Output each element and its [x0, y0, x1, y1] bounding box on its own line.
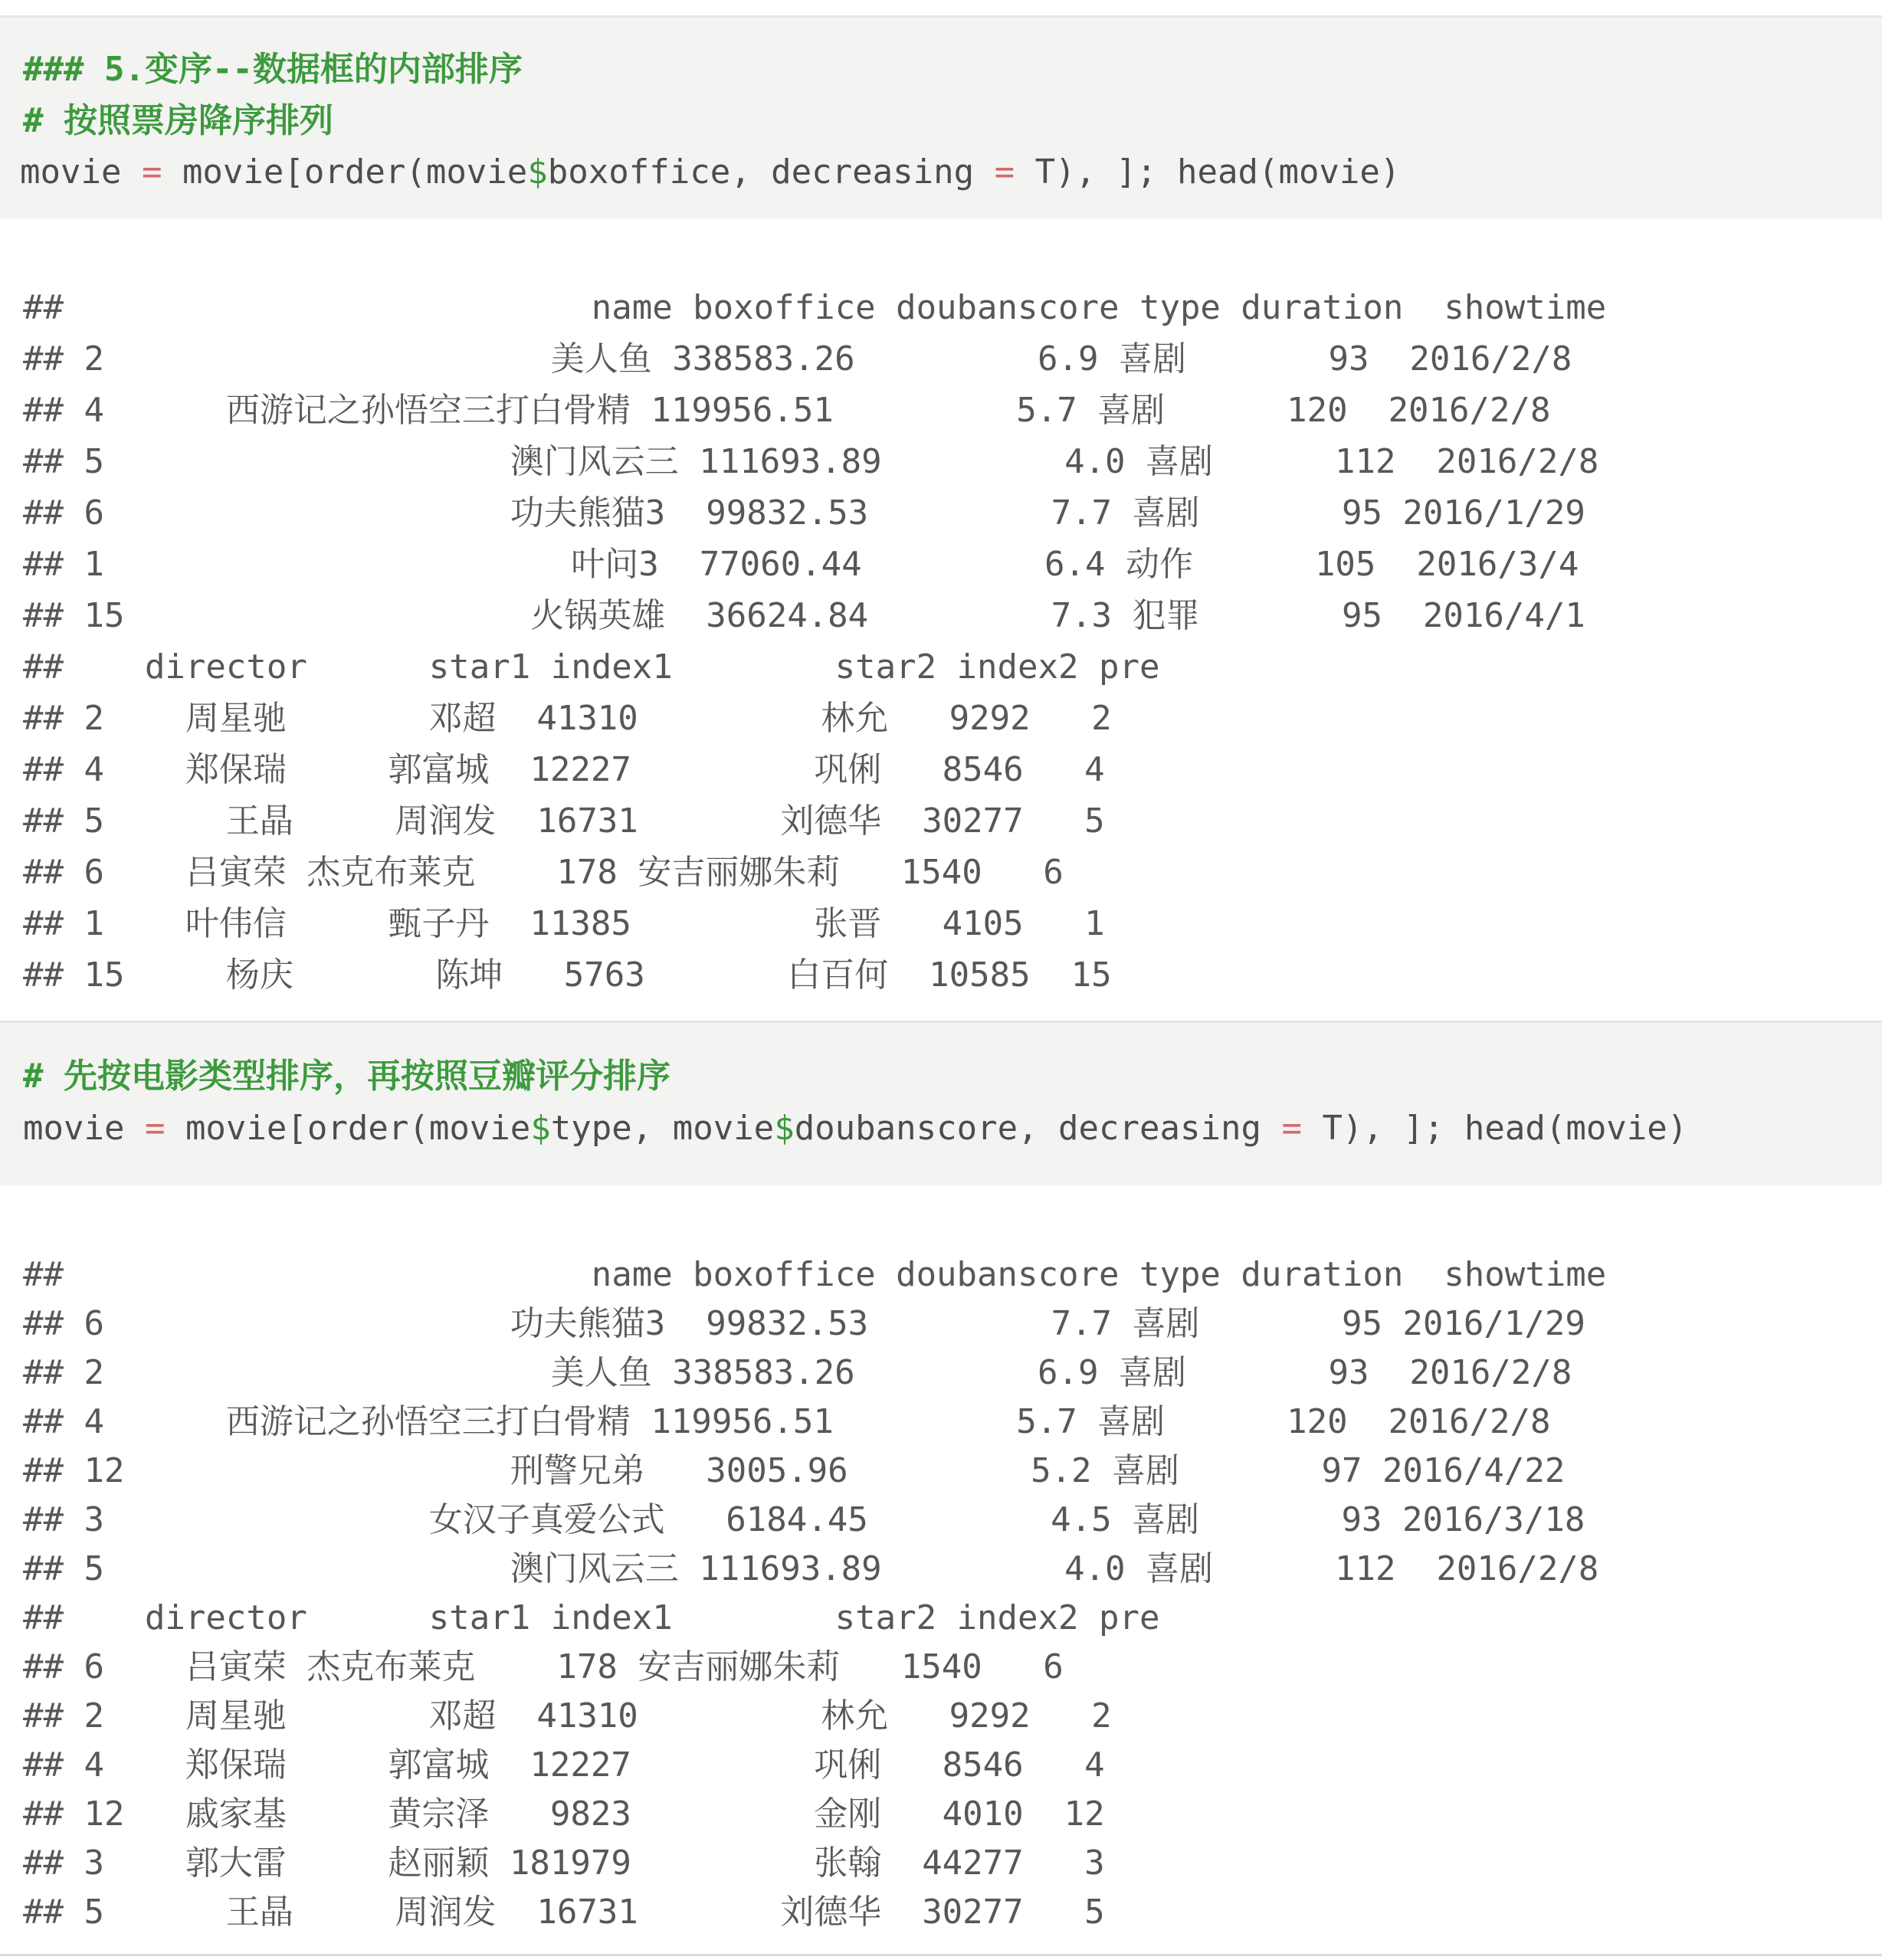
output-line: ## 12 刑警兄弟 3005.96 5.2 喜剧 97 2016/4/22 — [23, 1451, 1566, 1490]
assign-operator: = — [141, 152, 162, 192]
output-block-1 — [0, 216, 1882, 1021]
equals-operator: = — [994, 152, 1015, 192]
dollar-operator: $ — [774, 1109, 795, 1148]
code-text: movie — [23, 1109, 145, 1148]
output-line: ## 5 澳门风云三 111693.89 4.0 喜剧 112 2016/2/8 — [23, 1549, 1599, 1588]
output-line: ## 15 火锅英雄 36624.84 7.3 犯罪 95 2016/4/1 — [23, 596, 1585, 635]
output-line: ## 2 周星驰 邓超 41310 林允 9292 2 — [23, 1696, 1112, 1735]
assign-operator: = — [144, 1109, 166, 1148]
output-line: ## 2 美人鱼 338583.26 6.9 喜剧 93 2016/2/8 — [23, 339, 1572, 379]
output-block-2 — [0, 1183, 1882, 1949]
code-text: movie — [20, 152, 142, 192]
dollar-operator: $ — [530, 1109, 551, 1148]
chunk2-description-comment: # 先按电影类型排序，再按照豆瓣评分排序 — [23, 1057, 671, 1096]
code-text: boxoffice, decreasing — [547, 152, 995, 192]
output-line: ## 4 郑保瑞 郭富城 12227 巩俐 8546 4 — [23, 1745, 1105, 1785]
output-line: ## name boxoffice doubanscore type duration showtime — [23, 288, 1607, 327]
equals-operator: = — [1281, 1109, 1302, 1148]
output-line: ## 5 澳门风云三 111693.89 4.0 喜剧 112 2016/2/8 — [23, 442, 1599, 481]
output-line: ## 6 功夫熊猫3 99832.53 7.7 喜剧 95 2016/1/29 — [23, 1304, 1585, 1343]
output-line: ## director star1 index1 star2 index2 pre — [23, 1598, 1160, 1637]
output-line: ## 4 西游记之孙悟空三打白骨精 119956.51 5.7 喜剧 120 2016/2/8 — [23, 391, 1551, 430]
chunk1-section-comment: ### 5.变序--数据框的内部排序 — [23, 50, 523, 89]
output-line: ## name boxoffice doubanscore type duration showtime — [23, 1255, 1607, 1294]
code-text: T), ]; head(movie) — [1015, 152, 1401, 192]
output-line: ## 5 王晶 周润发 16731 刘德华 30277 5 — [23, 1893, 1105, 1932]
code-chunk-1 — [0, 15, 1882, 218]
output-line: ## 3 女汉子真爱公式 6184.45 4.5 喜剧 93 2016/3/18 — [23, 1500, 1585, 1539]
output-line: ## 4 西游记之孙悟空三打白骨精 119956.51 5.7 喜剧 120 2016/2/8 — [23, 1402, 1551, 1441]
output-line: ## 1 叶伟信 甄子丹 11385 张晋 4105 1 — [23, 904, 1105, 943]
code-text: T), ]; head(movie) — [1301, 1109, 1688, 1148]
output-line: ## director star1 index1 star2 index2 pre — [23, 647, 1160, 687]
output-line: ## 6 吕寅荣 杰克布莱克 178 安吉丽娜朱莉 1540 6 — [23, 853, 1064, 892]
output-line: ## 2 周星驰 邓超 41310 林允 9292 2 — [23, 699, 1112, 738]
dollar-operator: $ — [527, 152, 548, 192]
chunk1-code-line — [20, 149, 1400, 195]
output-line: ## 4 郑保瑞 郭富城 12227 巩俐 8546 4 — [23, 750, 1105, 789]
output-line: ## 3 郭大雷 赵丽颖 181979 张翰 44277 3 — [23, 1844, 1105, 1883]
output-line: ## 6 吕寅荣 杰克布莱克 178 安吉丽娜朱莉 1540 6 — [23, 1647, 1064, 1686]
output-line: ## 6 功夫熊猫3 99832.53 7.7 喜剧 95 2016/1/29 — [23, 493, 1585, 533]
code-text: movie[order(movie — [165, 1109, 531, 1148]
code-text: movie[order(movie — [162, 152, 528, 192]
chunk1-description-comment: # 按照票房降序排列 — [23, 101, 333, 140]
output-line: ## 1 叶问3 77060.44 6.4 动作 105 2016/3/4 — [23, 545, 1579, 584]
code-text: type, movie — [550, 1109, 775, 1148]
chunk2-code-line — [23, 1106, 1687, 1152]
output-line: ## 5 王晶 周润发 16731 刘德华 30277 5 — [23, 801, 1105, 841]
code-text: doubanscore, decreasing — [794, 1109, 1282, 1148]
output-line: ## 15 杨庆 陈坤 5763 白百何 10585 15 — [23, 955, 1112, 995]
code-chunk-2 — [0, 1021, 1882, 1185]
output-line: ## 2 美人鱼 338583.26 6.9 喜剧 93 2016/2/8 — [23, 1353, 1572, 1392]
bottom-divider — [0, 1954, 1882, 1956]
output-line: ## 12 戚家基 黄宗泽 9823 金刚 4010 12 — [23, 1794, 1105, 1834]
